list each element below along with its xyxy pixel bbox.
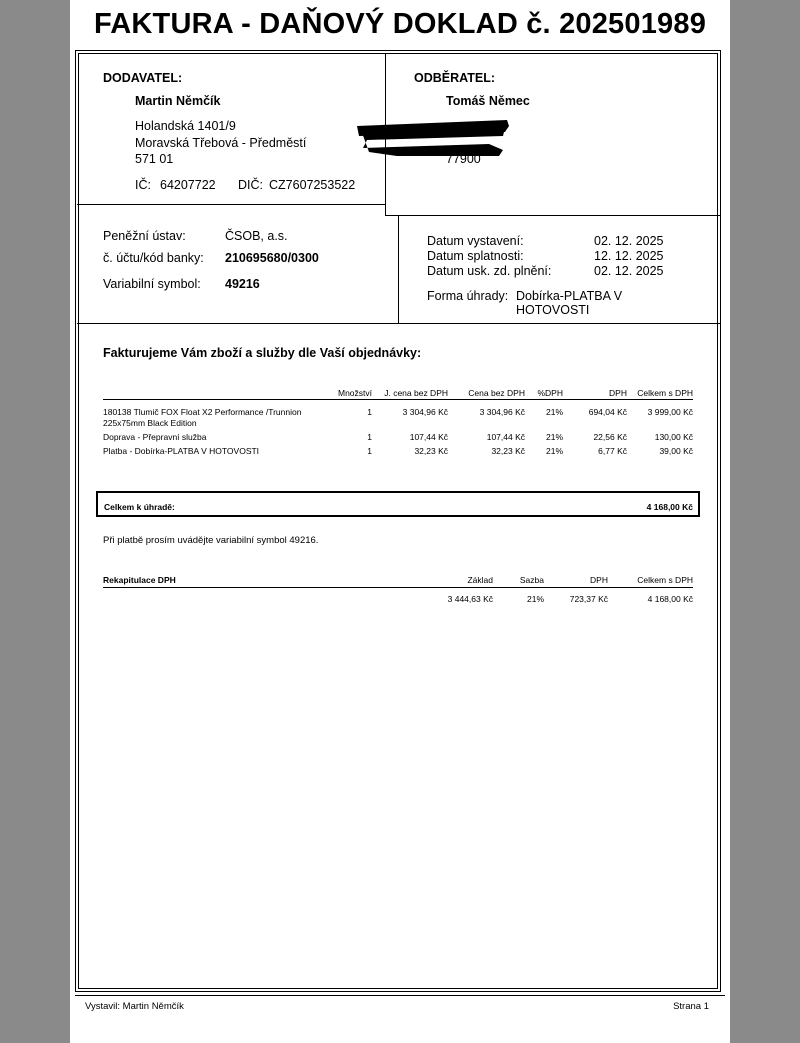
supplier-name: Martin Němčík xyxy=(135,94,221,108)
footer-rule xyxy=(75,995,725,996)
vat-col-total: Celkem s DPH xyxy=(637,575,693,585)
item-qty: 1 xyxy=(367,446,372,456)
item-net: 32,23 Kč xyxy=(491,446,525,456)
item-unit-price: 3 304,96 Kč xyxy=(402,407,448,417)
supplier-heading: DODAVATEL: xyxy=(103,71,183,85)
account-label: č. účtu/kód banky: xyxy=(103,251,204,265)
payment-method-line1: Dobírka-PLATBA V xyxy=(516,289,623,303)
account-value: 210695680/0300 xyxy=(225,251,319,265)
issued-date: 02. 12. 2025 xyxy=(594,234,664,248)
vat-base: 3 444,63 Kč xyxy=(447,594,493,604)
item-total: 130,00 Kč xyxy=(654,432,693,442)
divider-header-bottom xyxy=(77,323,720,324)
item-net: 3 304,96 Kč xyxy=(479,407,525,417)
col-vat-rate: %DPH xyxy=(537,388,563,398)
supplier-dic-label: DIČ: xyxy=(238,178,263,192)
item-desc: Platba - Dobírka-PLATBA V HOTOVOSTI xyxy=(103,446,260,456)
variable-symbol-value: 49216 xyxy=(225,277,260,291)
taxable-date: 02. 12. 2025 xyxy=(594,264,664,278)
item-unit-price: 107,44 Kč xyxy=(409,432,448,442)
customer-heading: ODBĚRATEL: xyxy=(414,71,496,85)
item-vat-rate: 21% xyxy=(545,446,563,456)
variable-symbol-label: Variabilní symbol: xyxy=(103,277,201,291)
total-value: 4 168,00 Kč xyxy=(646,502,693,512)
invoice-frame-inner xyxy=(78,53,718,989)
vat-col-rate: Sazba xyxy=(519,575,544,585)
item-vat: 22,56 Kč xyxy=(593,432,627,442)
item-desc: 180138 Tlumič FOX Float X2 Performance /Trunnion xyxy=(103,407,302,417)
vat-col-vat: DPH xyxy=(590,575,608,585)
payment-method-line2: HOTOVOSTI xyxy=(516,303,590,317)
item-total: 3 999,00 Kč xyxy=(647,407,693,417)
col-unit-price: J. cena bez DPH xyxy=(384,388,448,398)
item-qty: 1 xyxy=(367,432,372,442)
divider-vertical-middle xyxy=(398,215,399,323)
vat-amount: 723,37 Kč xyxy=(569,594,608,604)
due-date: 12. 12. 2025 xyxy=(594,249,664,263)
supplier-zip: 571 01 xyxy=(135,152,174,166)
item-vat-rate: 21% xyxy=(545,407,563,417)
vat-rate: 21% xyxy=(526,594,544,604)
total-label: Celkem k úhradě: xyxy=(104,502,175,512)
redaction-scribble xyxy=(357,118,509,158)
page-number: Strana 1 xyxy=(673,1001,709,1012)
item-vat-rate: 21% xyxy=(545,432,563,442)
col-vat: DPH xyxy=(609,388,627,398)
item-net: 107,44 Kč xyxy=(486,432,525,442)
item-total: 39,00 Kč xyxy=(659,446,693,456)
item-unit-price: 32,23 Kč xyxy=(414,446,448,456)
supplier-street: Holandská 1401/9 xyxy=(135,119,236,133)
vat-col-base: Základ xyxy=(467,575,493,585)
vat-total: 4 168,00 Kč xyxy=(647,594,693,604)
bank-value: ČSOB, a.s. xyxy=(225,229,288,243)
supplier-ic: 64207722 xyxy=(160,178,216,192)
item-qty: 1 xyxy=(367,407,372,417)
item-desc-cont: 225x75mm Black Edition xyxy=(103,418,197,428)
customer-zip: 77900 xyxy=(446,152,481,166)
issued-date-label: Datum vystavení: xyxy=(427,234,524,248)
supplier-ic-label: IČ: xyxy=(135,178,151,192)
items-header-rule xyxy=(103,399,693,400)
supplier-dic: CZ7607253522 xyxy=(269,178,356,192)
invoice-title: FAKTURA - DAŇOVÝ DOKLAD č. 202501989 xyxy=(93,8,707,40)
taxable-date-label: Datum usk. zd. plnění: xyxy=(427,264,552,278)
bank-label: Peněžní ústav: xyxy=(103,229,186,243)
col-net: Cena bez DPH xyxy=(468,388,525,398)
col-total: Celkem s DPH xyxy=(637,388,693,398)
issued-by: Vystavil: Martin Němčík xyxy=(85,1001,184,1012)
vat-summary-rule xyxy=(103,587,693,588)
divider-customer-bottom xyxy=(385,215,720,216)
items-intro: Fakturujeme Vám zboží a služby dle Vaší objednávky: xyxy=(103,346,422,360)
supplier-city: Moravská Třebová - Předměstí xyxy=(135,136,307,150)
item-vat: 6,77 Kč xyxy=(598,446,627,456)
col-qty: Množství xyxy=(337,388,372,398)
item-vat: 694,04 Kč xyxy=(588,407,627,417)
customer-name: Tomáš Němec xyxy=(446,94,530,108)
item-desc: Doprava - Přepravní služba xyxy=(103,432,207,442)
divider-supplier-bottom xyxy=(77,204,385,205)
payment-method-label: Forma úhrady: xyxy=(427,289,509,303)
payment-note: Při platbě prosím uvádějte variabilní symbol 49216. xyxy=(103,535,319,546)
due-date-label: Datum splatnosti: xyxy=(427,249,524,263)
vat-summary-heading: Rekapitulace DPH xyxy=(103,575,176,585)
